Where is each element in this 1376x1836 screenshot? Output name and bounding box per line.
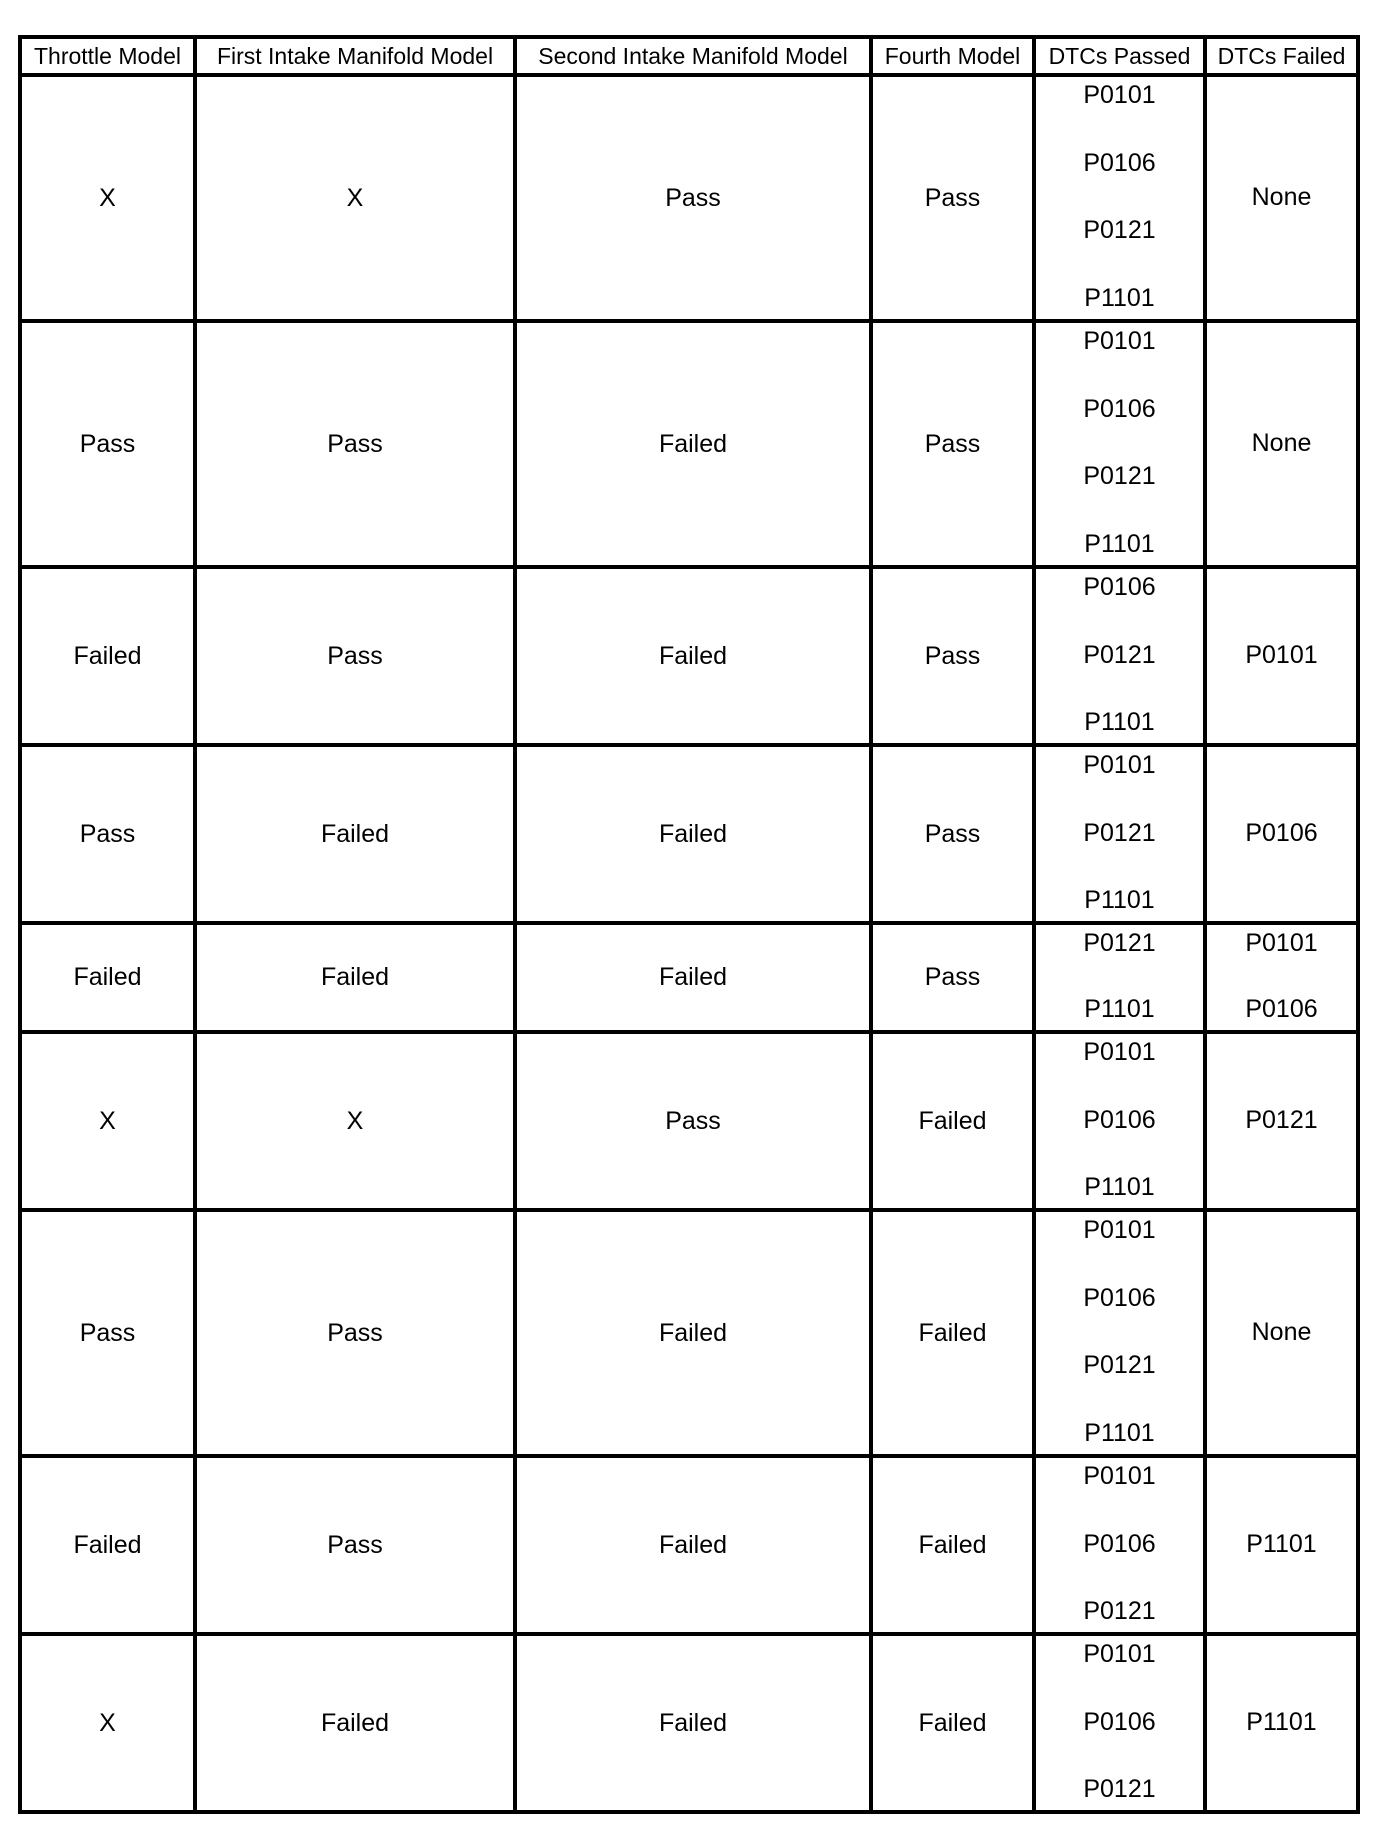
cell-dtcs-passed [1034, 1634, 1205, 1812]
dtc-code: P0106 [1083, 1283, 1156, 1312]
cell-fourth-model: Failed [871, 1634, 1034, 1812]
header-dtcs-passed: DTCs Passed [1034, 37, 1205, 75]
table-row [20, 567, 1358, 745]
header-row [20, 37, 1358, 75]
cell-second-intake-manifold-model: Failed [515, 1634, 871, 1812]
cell-fourth-model: Pass [871, 745, 1034, 923]
dtc-code: P0101 [1245, 929, 1318, 957]
dtc-code: P0121 [1083, 1351, 1156, 1380]
cell-throttle-model: Failed [20, 1456, 195, 1634]
table-body [20, 75, 1358, 1812]
cell-first-intake-manifold-model: Failed [195, 1634, 515, 1812]
cell-second-intake-manifold-model: Failed [515, 1210, 871, 1456]
cell-first-intake-manifold-model: Pass [195, 321, 515, 567]
dtc-code: P0121 [1083, 929, 1156, 957]
cell-second-intake-manifold-model: Failed [515, 1456, 871, 1634]
table-row [20, 1456, 1358, 1634]
dtc-code: P1101 [1246, 1529, 1317, 1558]
cell-second-intake-manifold-model: Pass [515, 75, 871, 321]
table-row [20, 321, 1358, 567]
table-row [20, 1032, 1358, 1210]
cell-first-intake-manifold-model: X [195, 1032, 515, 1210]
cell-dtcs-failed [1205, 745, 1358, 923]
dtc-code: P0106 [1083, 1707, 1156, 1736]
header-fourth-model: Fourth Model [871, 37, 1034, 75]
dtc-code: P0101 [1083, 751, 1156, 779]
dtc-code: P1101 [1084, 529, 1155, 558]
cell-throttle-model: Pass [20, 1210, 195, 1456]
dtc-code: P1101 [1084, 708, 1155, 736]
cell-fourth-model: Failed [871, 1456, 1034, 1634]
dtc-code: P0101 [1245, 640, 1318, 669]
cell-fourth-model: Pass [871, 321, 1034, 567]
table-row [20, 745, 1358, 923]
dtc-results-page [18, 35, 1360, 1814]
cell-first-intake-manifold-model: Pass [195, 1456, 515, 1634]
header-dtcs-failed: DTCs Failed [1205, 37, 1358, 75]
dtc-code: P0101 [1083, 81, 1156, 109]
dtc-code: P0101 [1083, 1462, 1156, 1490]
cell-throttle-model: Pass [20, 745, 195, 923]
cell-throttle-model: Pass [20, 321, 195, 567]
cell-dtcs-failed [1205, 567, 1358, 745]
cell-dtcs-passed [1034, 1456, 1205, 1634]
cell-first-intake-manifold-model: Pass [195, 1210, 515, 1456]
cell-dtcs-passed [1034, 1032, 1205, 1210]
cell-dtcs-failed [1205, 75, 1358, 321]
cell-first-intake-manifold-model: X [195, 75, 515, 321]
dtc-code: P0106 [1245, 995, 1318, 1023]
dtc-code: P1101 [1084, 886, 1155, 914]
dtc-code: P0106 [1245, 818, 1318, 847]
cell-throttle-model: Failed [20, 567, 195, 745]
cell-dtcs-passed [1034, 923, 1205, 1032]
cell-dtcs-failed [1205, 1456, 1358, 1634]
cell-second-intake-manifold-model: Failed [515, 745, 871, 923]
header-first-intake-manifold-model: First Intake Manifold Model [195, 37, 515, 75]
table-header [20, 37, 1358, 75]
dtc-code: P1101 [1084, 1173, 1155, 1201]
cell-fourth-model: Failed [871, 1210, 1034, 1456]
cell-fourth-model: Failed [871, 1032, 1034, 1210]
dtc-code: P0106 [1083, 148, 1156, 177]
dtc-code: None [1251, 182, 1312, 211]
dtc-code: P0106 [1083, 394, 1156, 423]
cell-dtcs-passed [1034, 567, 1205, 745]
table-row [20, 923, 1358, 1032]
dtc-code: P0101 [1083, 327, 1156, 355]
cell-first-intake-manifold-model: Pass [195, 567, 515, 745]
dtc-results-table [18, 35, 1360, 1814]
dtc-code: P1101 [1084, 283, 1155, 312]
cell-dtcs-failed [1205, 923, 1358, 1032]
cell-dtcs-passed [1034, 321, 1205, 567]
cell-fourth-model: Pass [871, 923, 1034, 1032]
dtc-code: None [1251, 428, 1312, 457]
dtc-code: P0101 [1083, 1640, 1156, 1668]
header-throttle-model: Throttle Model [20, 37, 195, 75]
dtc-code: P0106 [1083, 1529, 1156, 1558]
dtc-code: P0121 [1083, 462, 1156, 491]
cell-dtcs-failed [1205, 1210, 1358, 1456]
cell-second-intake-manifold-model: Failed [515, 923, 871, 1032]
cell-throttle-model: X [20, 1032, 195, 1210]
dtc-code: P1101 [1084, 995, 1155, 1023]
cell-throttle-model: X [20, 1634, 195, 1812]
cell-dtcs-passed [1034, 745, 1205, 923]
dtc-code: P0106 [1083, 1105, 1156, 1134]
cell-dtcs-failed [1205, 1634, 1358, 1812]
cell-dtcs-passed [1034, 75, 1205, 321]
cell-fourth-model: Pass [871, 75, 1034, 321]
cell-second-intake-manifold-model: Failed [515, 321, 871, 567]
cell-throttle-model: X [20, 75, 195, 321]
cell-fourth-model: Pass [871, 567, 1034, 745]
cell-second-intake-manifold-model: Failed [515, 567, 871, 745]
dtc-code: P0101 [1083, 1216, 1156, 1244]
dtc-code: P0121 [1083, 1775, 1156, 1803]
dtc-code: P0121 [1083, 216, 1156, 245]
table-row [20, 1634, 1358, 1812]
table-row [20, 1210, 1358, 1456]
cell-dtcs-failed [1205, 1032, 1358, 1210]
cell-dtcs-passed [1034, 1210, 1205, 1456]
dtc-code: P1101 [1084, 1418, 1155, 1447]
dtc-code: None [1251, 1317, 1312, 1346]
dtc-code: P0121 [1245, 1105, 1318, 1134]
cell-first-intake-manifold-model: Failed [195, 745, 515, 923]
dtc-code: P0101 [1083, 1038, 1156, 1066]
table-row [20, 75, 1358, 321]
dtc-code: P0121 [1083, 1597, 1156, 1625]
dtc-code: P1101 [1246, 1707, 1317, 1736]
dtc-code: P0121 [1083, 640, 1156, 669]
cell-first-intake-manifold-model: Failed [195, 923, 515, 1032]
header-second-intake-manifold-model: Second Intake Manifold Model [515, 37, 871, 75]
cell-dtcs-failed [1205, 321, 1358, 567]
cell-second-intake-manifold-model: Pass [515, 1032, 871, 1210]
cell-throttle-model: Failed [20, 923, 195, 1032]
dtc-code: P0106 [1083, 573, 1156, 601]
dtc-code: P0121 [1083, 818, 1156, 847]
